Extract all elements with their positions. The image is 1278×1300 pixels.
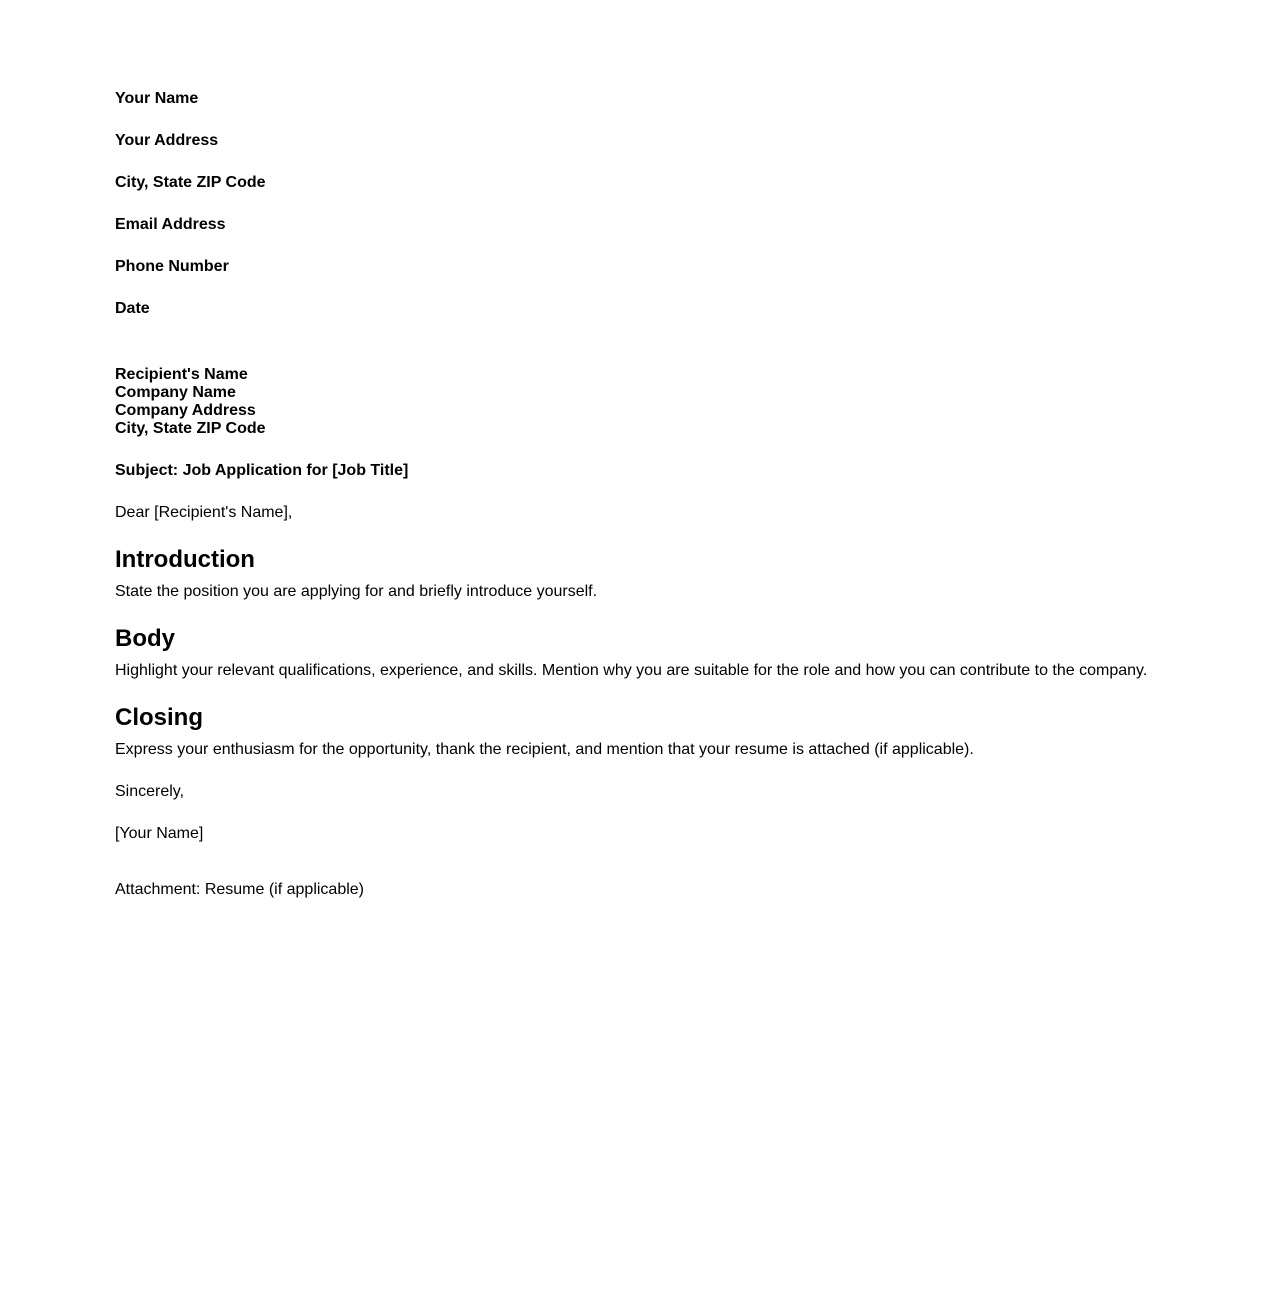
signature-placeholder: [Your Name] [115,825,204,842]
sender-name: Your Name [115,90,199,107]
sender-phone: Phone Number [115,258,229,275]
sender-city-state-zip: City, State ZIP Code [115,174,266,191]
section-body-body: Highlight your relevant qualifications, experience, and skills. Mention why you are suitable for the role and how you can contribute to the company. [115,662,1148,679]
section-body-closing: Express your enthusiasm for the opportunity, thank the recipient, and mention that your resume is attached (if applicable). [115,741,974,758]
recipient-company-name: Company Name [115,384,236,401]
recipient-block [115,342,1163,438]
section-heading-closing: Closing [115,704,203,731]
sender-block [115,90,1163,318]
sender-email: Email Address [115,216,226,233]
letter-date: Date [115,300,150,317]
section-heading-introduction: Introduction [115,546,255,573]
section-heading-body: Body [115,625,175,652]
salutation: Dear [Recipient's Name], [115,504,293,521]
section-body-introduction: State the position you are applying for and briefly introduce yourself. [115,583,598,600]
recipient-name: Recipient's Name [115,366,248,383]
recipient-company-address: Company Address [115,402,256,419]
signoff: Sincerely, [115,783,185,800]
attachment-note: Attachment: Resume (if applicable) [115,881,364,898]
sender-address: Your Address [115,132,219,149]
recipient-city-state-zip: City, State ZIP Code [115,420,266,437]
subject-line: Subject: Job Application for [Job Title] [115,462,409,479]
